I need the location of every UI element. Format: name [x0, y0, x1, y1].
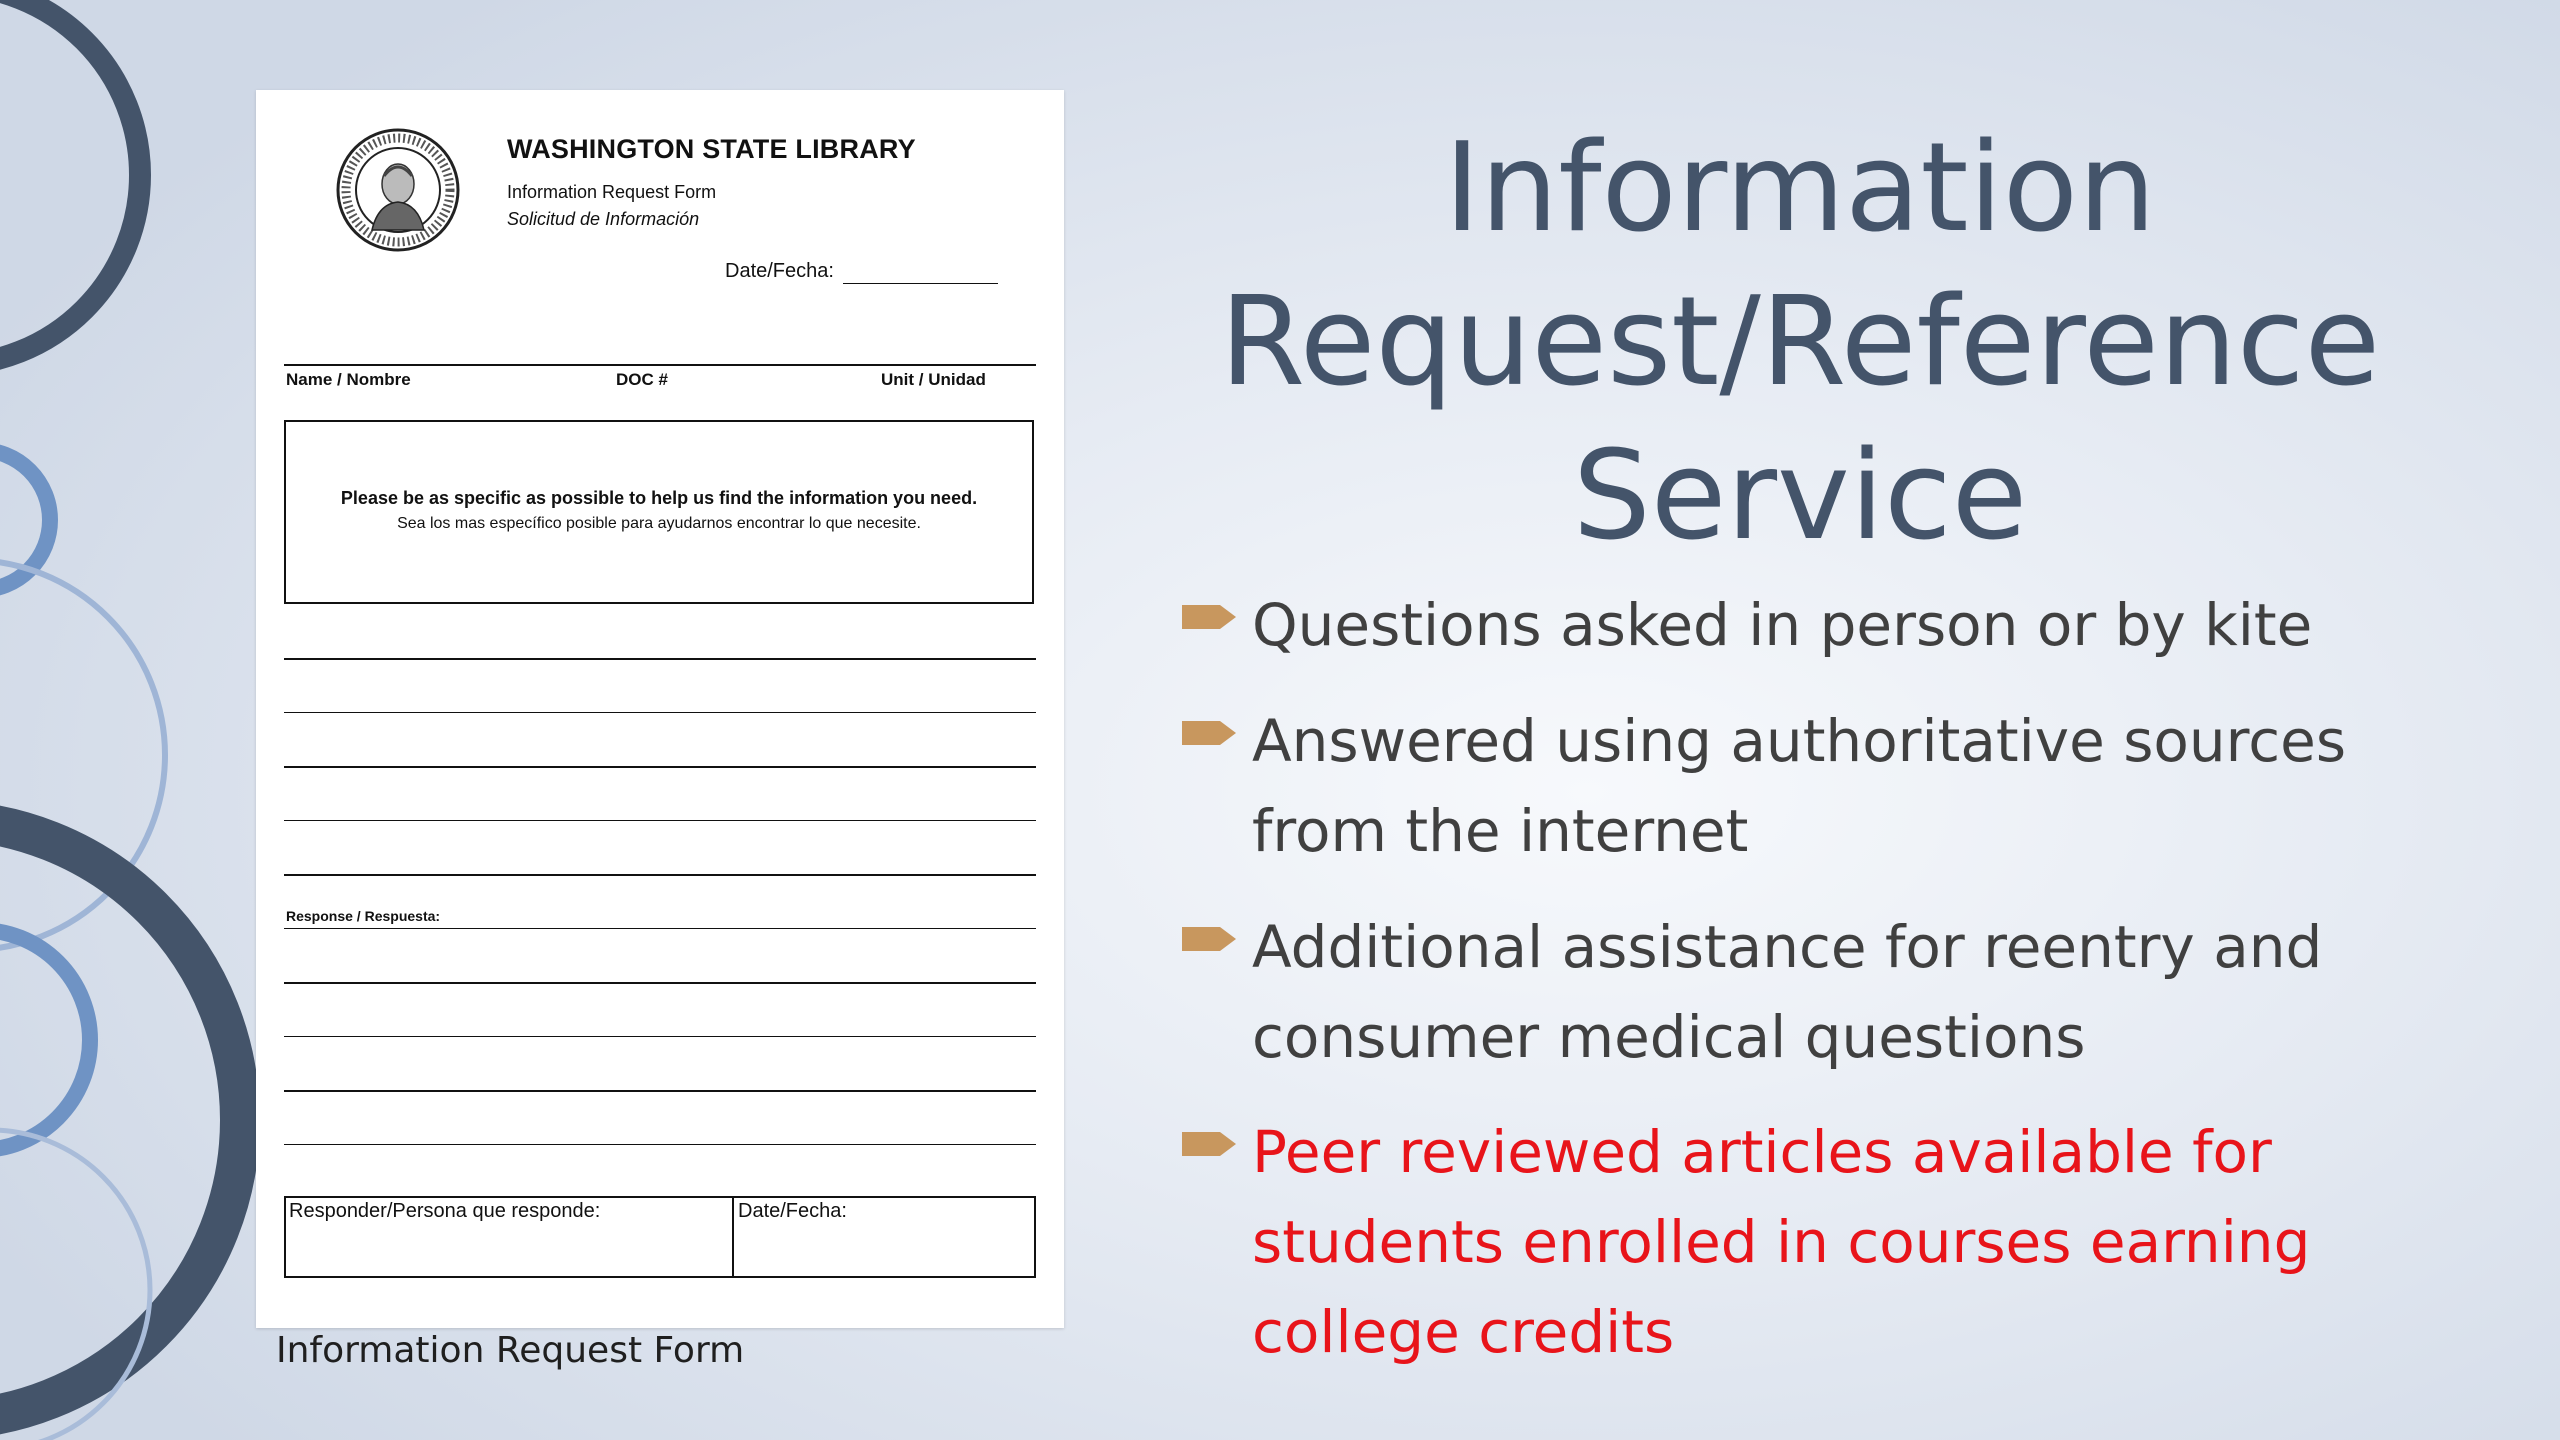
- response-line: [284, 1144, 1036, 1145]
- doc-label: DOC #: [616, 370, 668, 389]
- bullet-text: Additional assistance for reentry and consumer medical questions: [1252, 913, 2323, 1071]
- slide-title: Information Request/Reference Service: [1219, 117, 2381, 568]
- unit-label: Unit / Unidad: [881, 370, 986, 389]
- question-line: [284, 712, 1036, 713]
- header-rule: [284, 364, 1036, 366]
- instruction-en: Please be as specific as possible to help us find the information you need.: [340, 488, 978, 508]
- response-line: [284, 1090, 1036, 1092]
- date-blank-line: [843, 283, 998, 284]
- question-line: [284, 766, 1036, 768]
- response-label: Response / Respuesta:: [286, 908, 441, 924]
- form-subtitle-es: Solicitud de Información: [507, 209, 700, 229]
- name-label: Name / Nombre: [286, 370, 411, 389]
- bullet-text: Questions asked in person or by kite: [1252, 591, 2313, 659]
- question-line: [284, 874, 1036, 876]
- form-subtitle-en: Information Request Form: [507, 182, 717, 202]
- information-request-form-image: [256, 90, 1064, 1328]
- arrow-bullet-icon: [1182, 924, 1238, 954]
- instruction-es: Sea los mas específico posible para ayudarnos encontrar lo que necesite.: [397, 515, 921, 532]
- instruction-box: [284, 420, 1034, 604]
- bullet-text: Answered using authoritative sources from the internet: [1252, 707, 2347, 865]
- responder-date-label: Date/Fecha:: [738, 1200, 847, 1222]
- responder-box: [284, 1196, 1036, 1278]
- image-caption: Information Request Form: [276, 1330, 745, 1371]
- form-org-name: WASHINGTON STATE LIBRARY: [507, 134, 916, 164]
- question-line: [284, 658, 1036, 660]
- state-seal-icon: [334, 126, 462, 254]
- arrow-bullet-icon: [1182, 718, 1238, 748]
- bullet-text-highlighted: Peer reviewed articles available for students enrolled in courses earning college credits: [1252, 1118, 2311, 1366]
- arrow-bullet-icon: [1182, 1129, 1238, 1159]
- arrow-bullet-icon: [1182, 602, 1238, 632]
- response-line: [284, 928, 1036, 929]
- response-line: [284, 982, 1036, 984]
- form-date-label: Date/Fecha:: [725, 260, 834, 282]
- question-line: [284, 820, 1036, 821]
- response-line: [284, 1036, 1036, 1037]
- responder-label: Responder/Persona que responde:: [286, 1198, 734, 1276]
- decorative-arcs: [0, 0, 300, 1440]
